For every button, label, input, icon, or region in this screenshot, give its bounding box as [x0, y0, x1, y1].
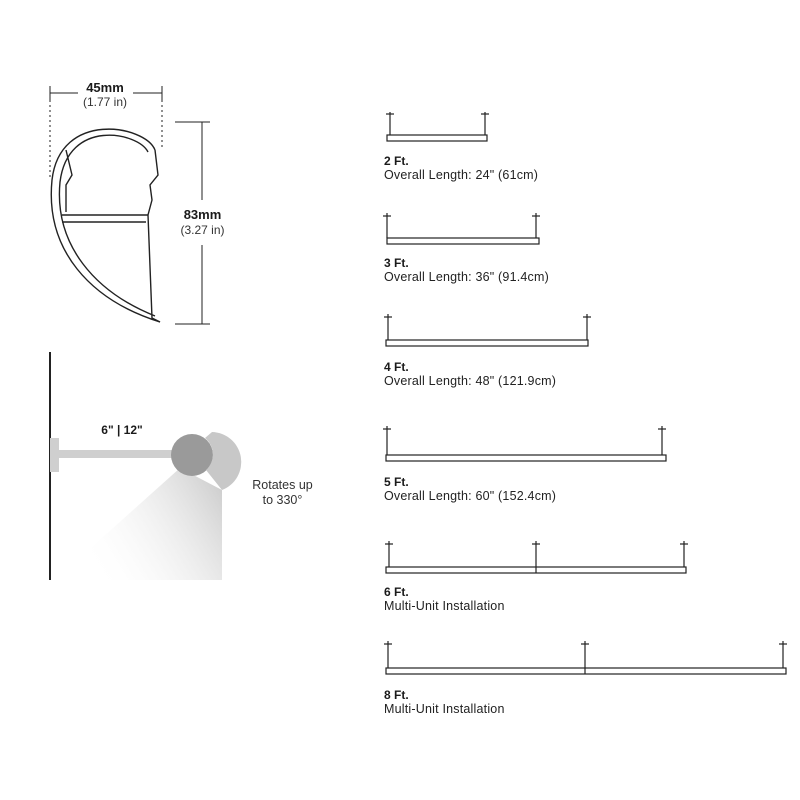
length-subtitle: Overall Length: 24" (61cm) — [384, 168, 539, 182]
length-subtitle: Overall Length: 48" (121.9cm) — [384, 374, 557, 388]
fixture-8ft — [384, 641, 787, 674]
length-6ft — [384, 585, 505, 613]
length-title: 3 Ft. — [384, 256, 409, 270]
length-subtitle: Multi-Unit Installation — [384, 599, 505, 613]
rotate-label-line1: Rotates up — [252, 478, 313, 492]
height-in-label: (3.27 in) — [180, 223, 225, 237]
length-title: 2 Ft. — [384, 154, 409, 168]
rotate-label-line2: to 330° — [262, 493, 303, 507]
length-5ft — [384, 475, 556, 503]
fixture-2ft — [386, 112, 489, 141]
length-subtitle: Overall Length: 36" (91.4cm) — [384, 270, 549, 284]
fixture-6ft — [385, 541, 688, 573]
length-8ft — [384, 688, 505, 716]
wall-mount-illustration — [50, 352, 241, 580]
profile-cross-section — [51, 129, 160, 322]
length-title: 5 Ft. — [384, 475, 409, 489]
length-subtitle: Multi-Unit Installation — [384, 702, 505, 716]
fixture-4ft — [384, 314, 591, 346]
height-mm-label: 83mm — [183, 207, 222, 222]
width-mm-label: 45mm — [86, 80, 124, 95]
length-title: 8 Ft. — [384, 688, 409, 702]
length-title: 4 Ft. — [384, 360, 409, 374]
arm-length-label: 6" | 12" — [101, 423, 143, 437]
fixture-3ft — [383, 213, 540, 244]
length-4ft — [384, 360, 556, 388]
width-in-label: (1.77 in) — [82, 95, 128, 109]
fixture-5ft — [383, 426, 666, 461]
length-2ft — [384, 154, 538, 182]
length-subtitle: Overall Length: 60" (152.4cm) — [384, 489, 557, 503]
length-title: 6 Ft. — [384, 585, 409, 599]
length-3ft — [384, 256, 549, 284]
